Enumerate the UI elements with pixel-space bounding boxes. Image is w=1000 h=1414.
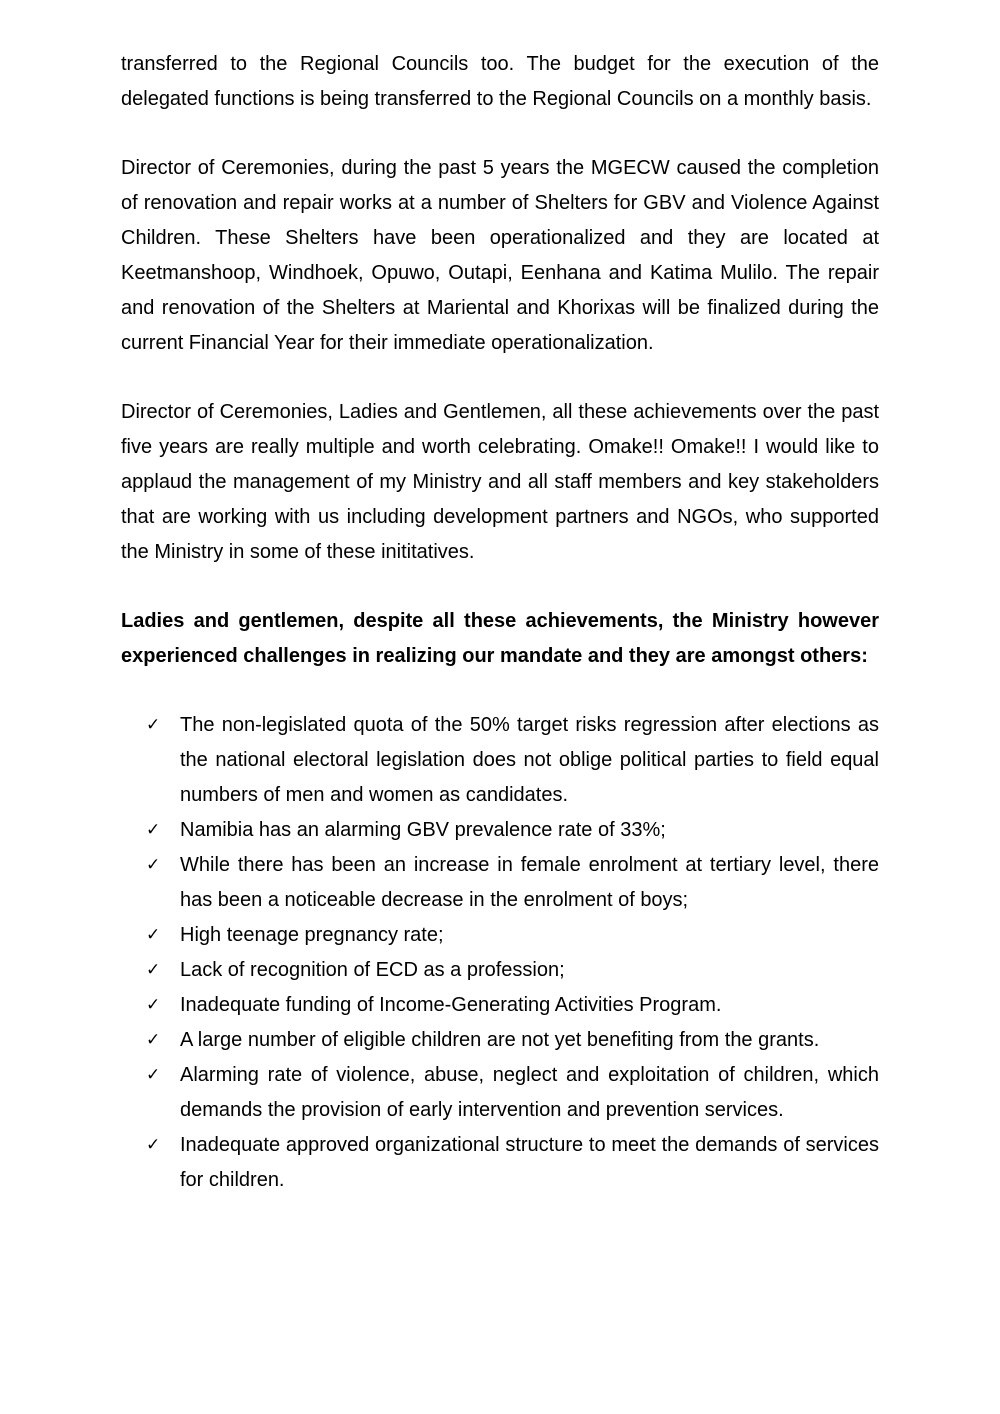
list-item-text: Inadequate approved organizational structure to meet the demands of services for children. [180,1134,879,1191]
list-item-text: While there has been an increase in female enrolment at tertiary level, there has been a noticeable decrease in the enrolment of boys; [180,854,879,911]
challenges-heading: Ladies and gentlemen, despite all these achievements, the Ministry however experienced challenges in realizing our mandate and they are amongst others: [121,610,879,667]
checkmark-icon: ✓ [146,960,161,980]
list-item [121,918,879,953]
checkmark-icon: ✓ [146,1030,161,1050]
checkmark-icon: ✓ [146,715,161,735]
paragraph-shelters: Director of Ceremonies, during the past 5 years the MGECW caused the completion of renovation and repair works at a number of Shelters for GBV and Violence Against Children. These Shelters have been operationalized and they are located at Keetmanshoop, Windhoek, Opuwo, Outapi, Eenhana and Katima Mulilo. The repair and renovation of the Shelters at Mariental and Khorixas will be finalized during the current Financial Year for their immediate operationalization. [121,157,879,354]
checkmark-icon: ✓ [146,925,161,945]
list-item [121,1023,879,1058]
paragraph-transfer: transferred to the Regional Councils too. The budget for the execution of the delegated functions is being transferred to the Regional Councils on a monthly basis. [121,53,879,110]
list-item-text: Inadequate funding of Income-Generating Activities Program. [180,994,722,1016]
list-item [121,953,879,988]
list-item-text: Alarming rate of violence, abuse, neglect and exploitation of children, which demands the provision of early intervention and prevention services. [180,1064,879,1121]
list-item-text: Lack of recognition of ECD as a profession; [180,959,565,981]
list-item [121,848,879,918]
list-item [121,708,879,813]
list-item-text: The non-legislated quota of the 50% target risks regression after elections as the national electoral legislation does not oblige political parties to field equal numbers of men and women as candidates. [180,714,879,806]
checkmark-icon: ✓ [146,820,161,840]
checkmark-icon: ✓ [146,1065,161,1085]
list-item [121,988,879,1023]
list-item-text: High teenage pregnancy rate; [180,924,444,946]
list-item [121,813,879,848]
list-item [121,1128,879,1198]
list-item [121,1058,879,1128]
checkmark-icon: ✓ [146,1135,161,1155]
document-page [121,47,879,1198]
checkmark-icon: ✓ [146,995,161,1015]
paragraph-achievements: Director of Ceremonies, Ladies and Gentlemen, all these achievements over the past five years are really multiple and worth celebrating. Omake!! Omake!! I would like to applaud the management of my Ministry and all staff members and key stakeholders that are working with us including development partners and NGOs, who supported the Ministry in some of these inititatives. [121,401,879,563]
challenges-list [121,708,879,1198]
list-item-text: A large number of eligible children are not yet benefiting from the grants. [180,1029,820,1051]
list-item-text: Namibia has an alarming GBV prevalence rate of 33%; [180,819,666,841]
checkmark-icon: ✓ [146,855,161,875]
